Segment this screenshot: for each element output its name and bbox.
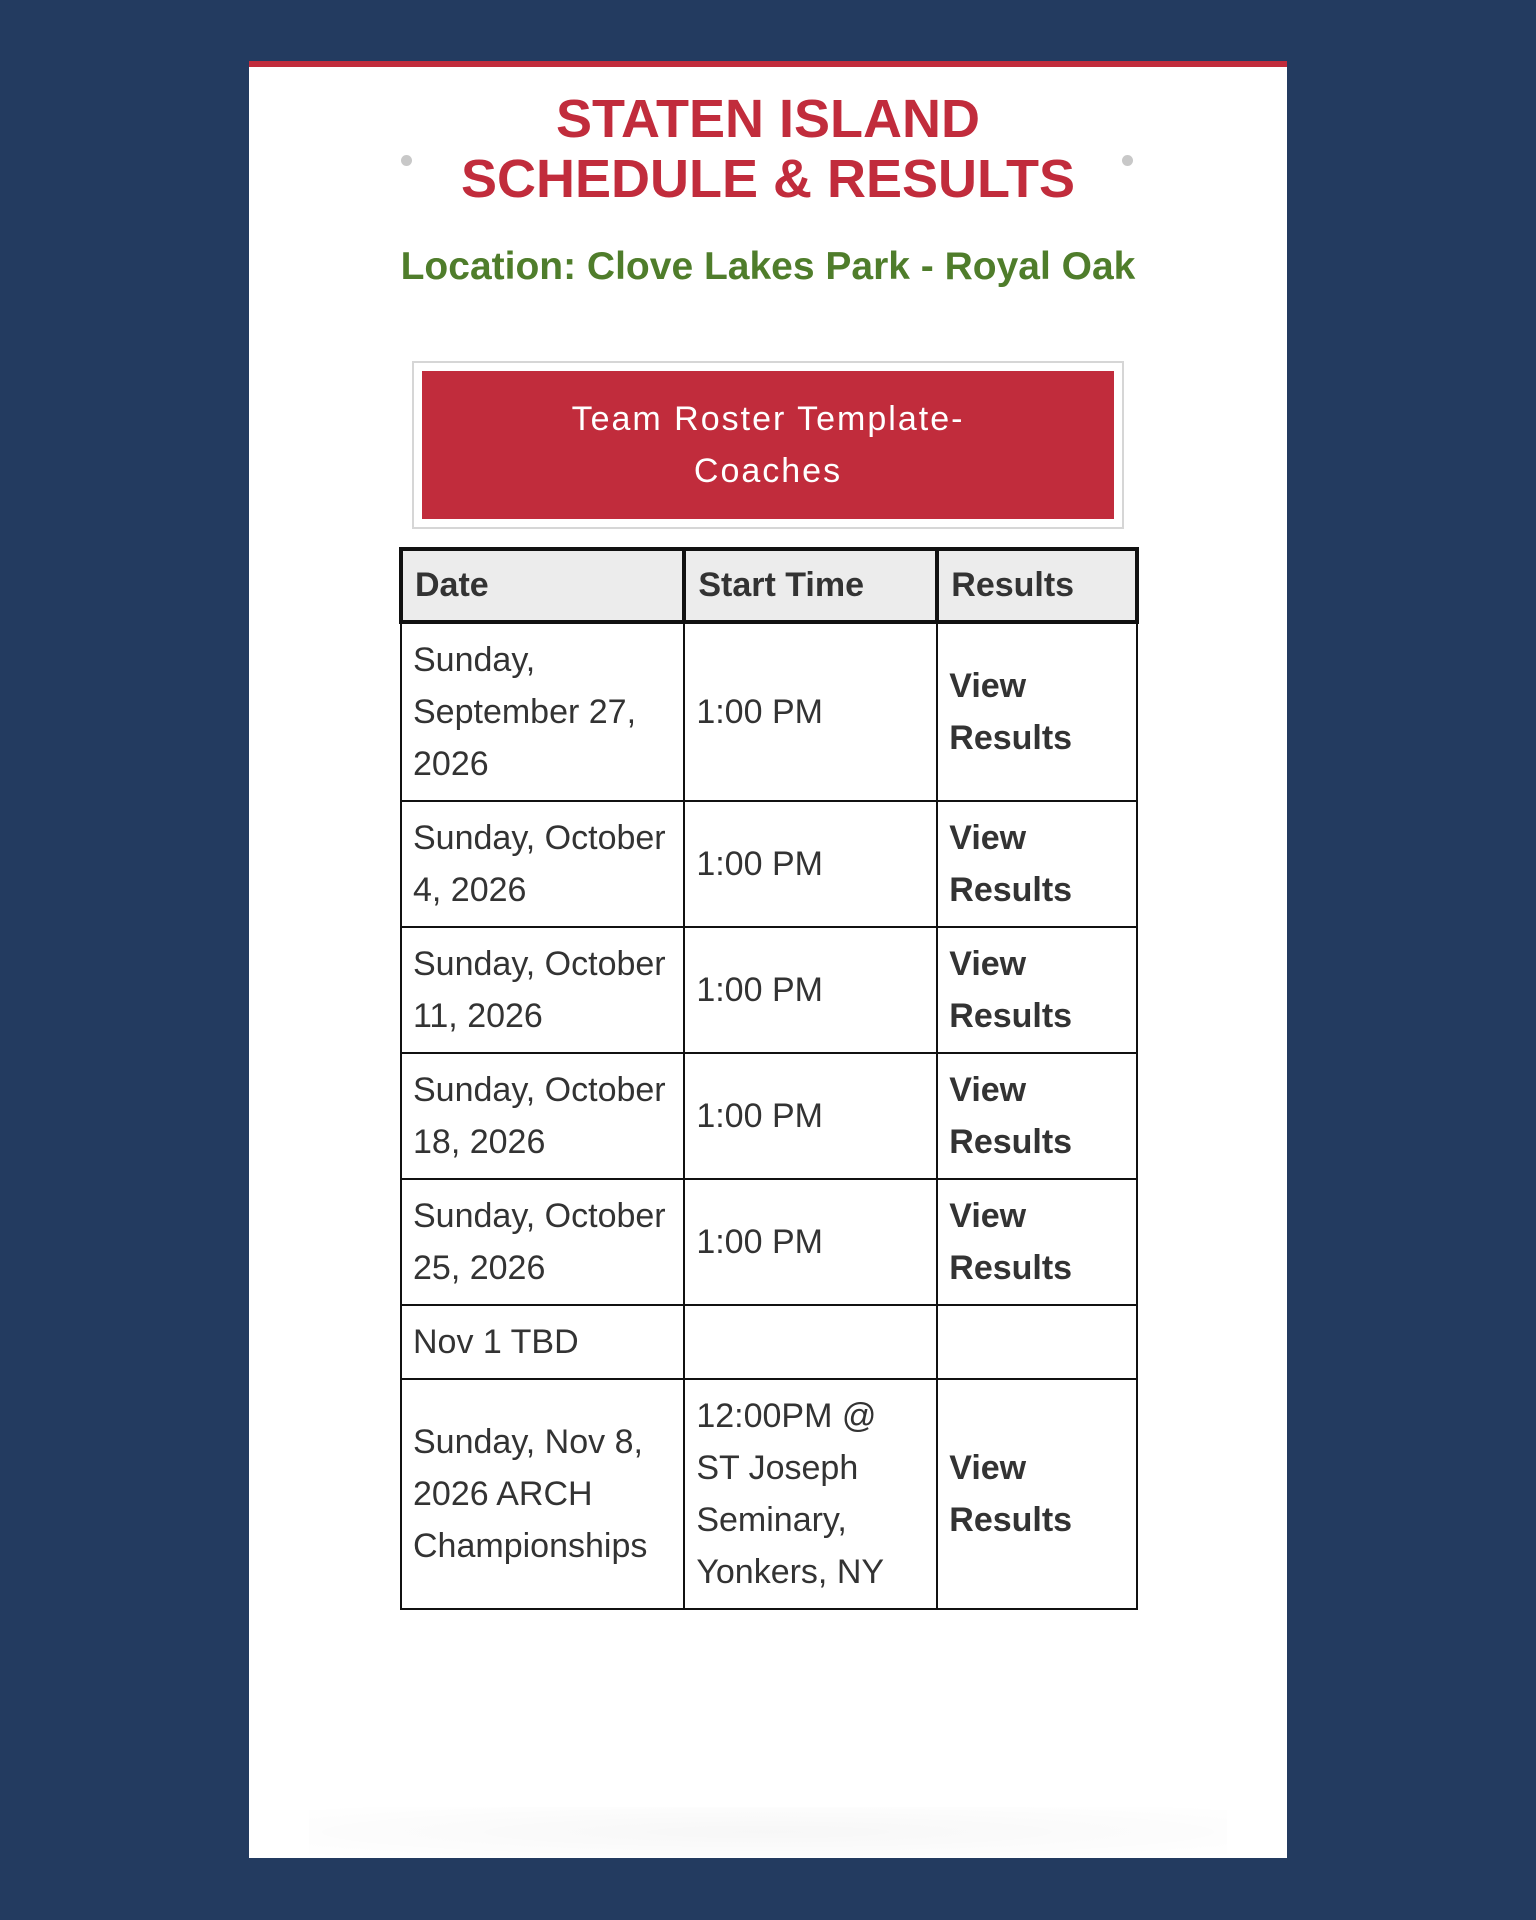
- results-cell: [937, 622, 1137, 801]
- start-time-cell: [684, 1305, 937, 1379]
- start-time-cell: 1:00 PM: [684, 927, 937, 1053]
- view-results-line1: View: [949, 1197, 1027, 1235]
- date-cell: Sunday, September 27, 2026: [401, 622, 684, 801]
- start-time-cell: 1:00 PM: [684, 1053, 937, 1179]
- table-row: [401, 801, 1137, 927]
- roster-button-label-line1: Team Roster Template-: [571, 400, 965, 438]
- location-heading: Location: Clove Lakes Park - Royal Oak: [400, 245, 1136, 288]
- table-row: [401, 622, 1137, 801]
- results-cell: [937, 1379, 1137, 1609]
- start-time-cell: 1:00 PM: [684, 1179, 937, 1305]
- view-results-link[interactable]: [949, 938, 1072, 1042]
- start-time-cell: 1:00 PM: [684, 801, 937, 927]
- results-cell: [937, 801, 1137, 927]
- date-cell: Sunday, October 4, 2026: [401, 801, 684, 927]
- date-cell: Sunday, October 11, 2026: [401, 927, 684, 1053]
- roster-button-frame: [412, 361, 1124, 529]
- schedule-card: [249, 61, 1287, 1858]
- view-results-link[interactable]: [949, 812, 1072, 916]
- results-cell: [937, 1305, 1137, 1379]
- view-results-line1: View: [949, 1071, 1027, 1109]
- view-results-line2: Results: [949, 1501, 1073, 1539]
- view-results-line1: View: [949, 819, 1027, 857]
- start-time-cell: 1:00 PM: [684, 622, 937, 801]
- page-title-line2: SCHEDULE & RESULTS: [460, 149, 1076, 209]
- results-cell: [937, 927, 1137, 1053]
- results-cell: [937, 1053, 1137, 1179]
- table-row: [401, 1379, 1137, 1609]
- view-results-link[interactable]: [949, 1064, 1072, 1168]
- table-row: [401, 927, 1137, 1053]
- date-cell: Sunday, Nov 8, 2026 ARCH Championships: [401, 1379, 684, 1609]
- column-header-date: Date: [401, 549, 684, 622]
- view-results-line2: Results: [949, 1249, 1073, 1287]
- card-bottom-shadow: [309, 1807, 1227, 1857]
- view-results-line2: Results: [949, 1123, 1073, 1161]
- page-title: [249, 89, 1287, 209]
- view-results-line2: Results: [949, 871, 1073, 909]
- view-results-link[interactable]: [949, 1442, 1072, 1546]
- team-roster-template-button[interactable]: [422, 371, 1114, 519]
- schedule-table: [399, 547, 1139, 1610]
- roster-button-label-line2: Coaches: [693, 452, 843, 490]
- date-cell: Sunday, October 18, 2026: [401, 1053, 684, 1179]
- view-results-link[interactable]: [949, 1190, 1072, 1294]
- column-header-results: Results: [937, 549, 1137, 622]
- table-row: [401, 1053, 1137, 1179]
- results-cell: [937, 1179, 1137, 1305]
- table-header-row: [401, 549, 1137, 622]
- table-row: [401, 1305, 1137, 1379]
- table-row: [401, 1179, 1137, 1305]
- start-time-cell: 12:00PM @ ST Joseph Seminary, Yonkers, NY: [684, 1379, 937, 1609]
- date-cell: Sunday, October 25, 2026: [401, 1179, 684, 1305]
- view-results-line1: View: [949, 667, 1027, 705]
- view-results-link[interactable]: [949, 660, 1072, 764]
- view-results-line2: Results: [949, 719, 1073, 757]
- view-results-line1: View: [949, 1449, 1027, 1487]
- column-header-start-time: Start Time: [684, 549, 937, 622]
- page-title-line1: STATEN ISLAND: [556, 89, 980, 149]
- view-results-line1: View: [949, 945, 1027, 983]
- view-results-line2: Results: [949, 997, 1073, 1035]
- date-cell: Nov 1 TBD: [401, 1305, 684, 1379]
